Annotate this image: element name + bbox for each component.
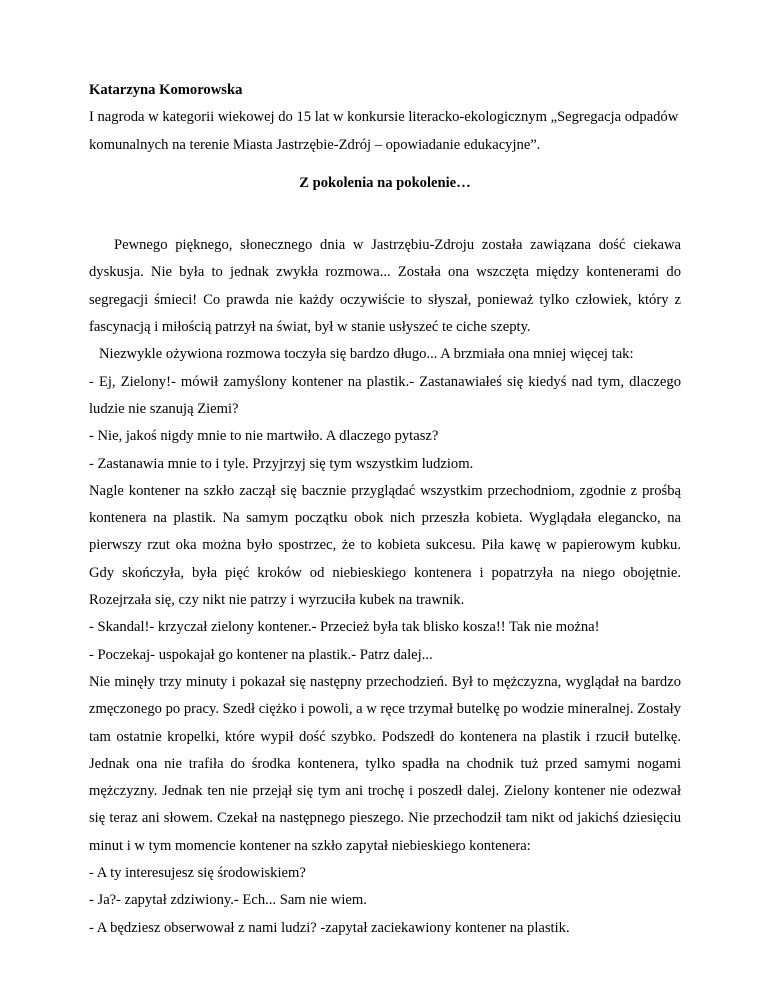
dialogue-line: - Ja?- zapytał zdziwiony.- Ech... Sam nie wiem. — [89, 892, 367, 909]
paragraph: Niezwykle ożywiona rozmowa toczyła się bardzo długo... A brzmiała ona mniej więcej tak: — [99, 346, 634, 363]
dialogue-line: - A ty interesujesz się środowiskiem? — [89, 865, 306, 882]
dialogue-line: - Poczekaj- uspokajał go kontener na plastik.- Patrz dalej... — [89, 646, 433, 663]
story-body — [89, 232, 681, 942]
dialogue-line: - Zastanawia mnie to i tyle. Przyjrzyj się tym wszystkim ludziom. — [89, 455, 474, 472]
dialogue-line: - Ej, Zielony!- mówił zamyślony kontener na plastik.- Zastanawiałeś się kiedyś nad tym, dlaczego ludzie nie szanują Ziemi? — [89, 373, 681, 417]
award-intro: I nagroda w kategorii wiekowej do 15 lat w konkursie literacko-ekologicznym „Segregacja odpadów komunalnych na terenie Miasta Jastrzębie-Zdrój – opowiadanie edukacyjne”. — [89, 109, 679, 153]
paragraph: Nie minęły trzy minuty i pokazał się następny przechodzień. Był to mężczyzna, wyglądał na bardzo zmęczonego po pracy. Szedł ciężko i powoli, a w ręce trzymał butelkę po wodzie mineralnej. Zostały tam ostatnie kropelki, które wypił dość szybko. Podszedł do kontenera na plastik i rzucił butelkę. Jednak ona nie trafiła do środka kontenera, tylko spadła na chodnik tuż przed samymi nogami mężczyzny. Jednak ten nie przejął się tym ani trochę i poszedł dalej. Zielony kontener nie odezwał się teraz ani słowem. Czekał na następnego pieszego. Nie przechodził tam nikt od jakichś dziesięciu minut i w tym momencie kontener na szkło zapytał niebieskiego kontenera: — [89, 673, 681, 854]
document-page — [89, 77, 681, 942]
dialogue-line: - A będziesz obserwował z nami ludzi? -zapytał zaciekawiony kontener na plastik. — [89, 919, 570, 936]
story-title: Z pokolenia na pokolenie… — [299, 174, 471, 191]
paragraph: Pewnego pięknego, słonecznego dnia w Jastrzębiu-Zdroju została zawiązana dość ciekawa dyskusja. Nie była to jednak zwykła rozmowa... Została ona wszczęta między kontenerami do segregacji śmieci! Co prawda nie każdy oczywiście to słyszał, ponieważ tylko człowiek, który z fascynacją i miłością patrzył na świat, był w stanie usłyszeć te ciche szepty. — [89, 237, 681, 336]
author-name: Katarzyna Komorowska — [89, 82, 243, 98]
paragraph: Nagle kontener na szkło zaczął się bacznie przyglądać wszystkim przechodniom, zgodnie z prośbą kontenera na plastik. Na samym początku obok nich przeszła kobieta. Wyglądała elegancko, na pierwszy rzut oka można było spostrzec, że to kobieta sukcesu. Piła kawę w papierowym kubku. Gdy skończyła, była pięć kroków od niebieskiego kontenera i popatrzyła na niego obojętnie. Rozejrzała się, czy nikt nie patrzy i wyrzuciła kubek na trawnik. — [89, 482, 681, 609]
dialogue-line: - Nie, jakoś nigdy mnie to nie martwiło. A dlaczego pytasz? — [89, 428, 439, 445]
dialogue-line: - Skandal!- krzyczał zielony kontener.- Przecież była tak blisko kosza!! Tak nie można! — [89, 619, 600, 636]
